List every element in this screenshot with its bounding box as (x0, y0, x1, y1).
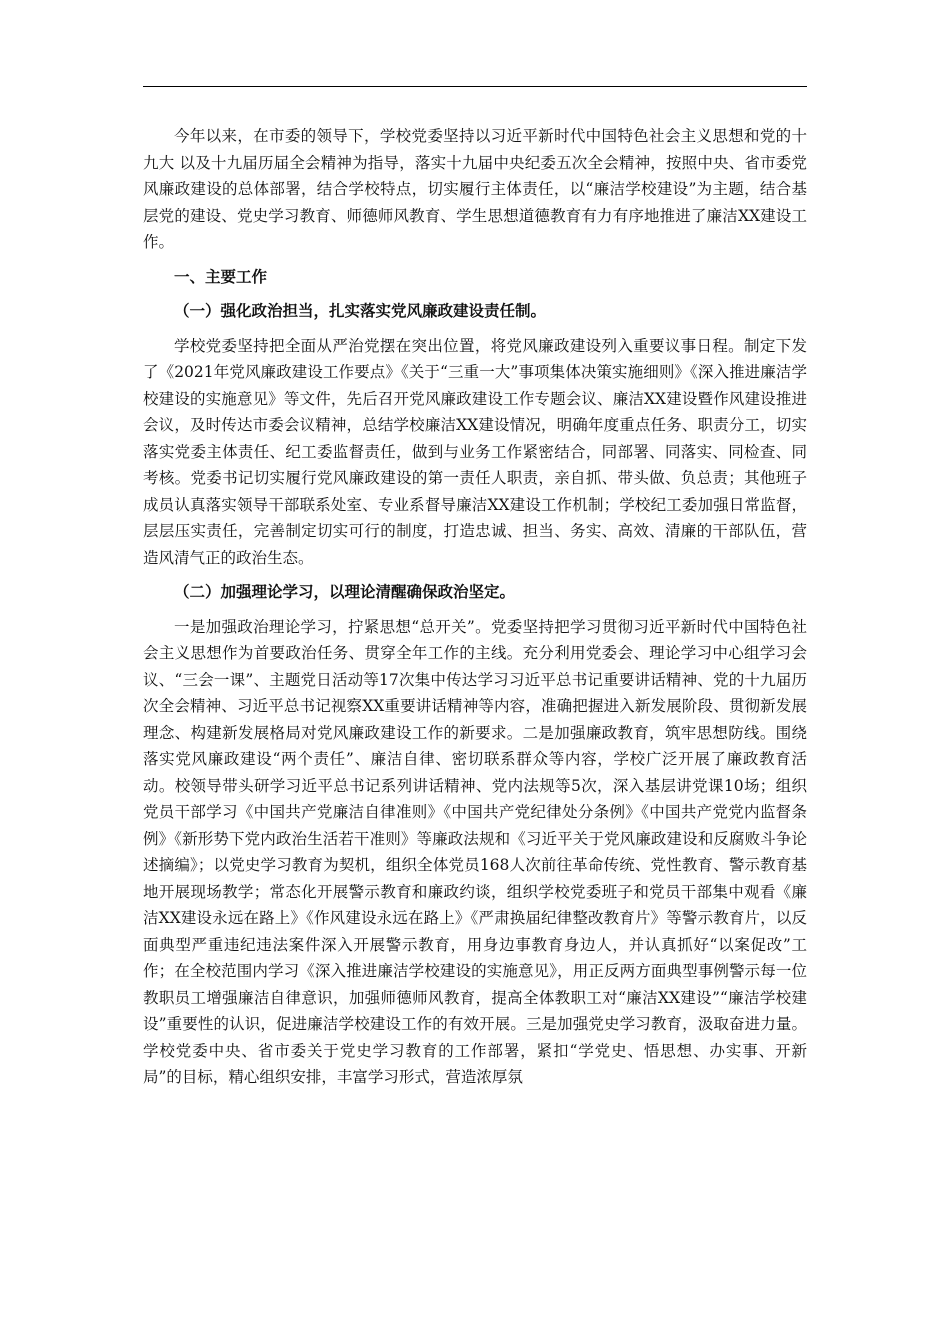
header-rule (143, 86, 807, 87)
intro-paragraph: 今年以来，在市委的领导下，学校党委坚持以习近平新时代中国特色社会主义思想和党的十九大 以及十九届历届全会精神为指导，落实十九届中央纪委五次全会精神，按照中央、省市委党风廉政建设的总体部署，结合学校特点，切实履行主体责任，以“廉洁学校建设”为主题，结合基层党的建设、党史学习教育、师德师风教育、学生思想道德教育有力有序地推进了廉洁XX建设工作。 (143, 127, 807, 251)
subsection-heading-1: （一）强化政治担当，扎实落实党风廉政建设责任制。 (174, 302, 547, 320)
subsection-2-paragraph: 一是加强政治理论学习，拧紧思想“总开关”。党委坚持把学习贯彻习近平新时代中国特色社会主义思想作为首要政治任务、贯穿全年工作的主线。充分利用党委会、理论学习中心组学习会议、“三会一课”、主题党日活动等17次集中传达学习习近平总书记重要讲话精神、党的十九届历次全会精神、习近平总书记视察XX重要讲话精神等内容，准确把握进入新发展阶段、贯彻新发展理念、构建新发展格局对党风廉政建设工作的新要求。二是加强廉政教育，筑牢思想防线。围绕落实党风廉政建设“两个责任”、廉洁自律、密切联系群众等内容，学校广泛开展了廉政教育活动。校领导带头研学习近平总书记系列讲话精神、党内法规等5次，深入基层讲党课10场；组织党员干部学习《中国共产党廉洁自律准则》《中国共产党纪律处分条例》《中国共产党党内监督条例》《新形势下党内政治生活若干准则》等廉政法规和《习近平关于党风廉政建设和反腐败斗争论述摘编》；以党史学习教育为契机，组织全体党员168人次前往革命传统、党性教育、警示教育基地开展现场教学；常态化开展警示教育和廉政约谈，组织学校党委班子和党员干部集中观看《廉洁XX建设永远在路上》《作风建设永远在路上》《严肃换届纪律整改教育片》等警示教育片，以反面典型严重违纪违法案件深入开展警示教育，用身边事教育身边人，并认真抓好“以案促改”工作；在全校范围内学习《深入推进廉洁学校建设的实施意见》，用正反两方面典型事例警示每一位教职员工增强廉洁自律意识，加强师德师风教育，提高全体教职工对“廉洁XX建设”“廉洁学校建设”重要性的认识，促进廉洁学校建设工作的有效开展。三是加强党史学习教育，汲取奋进力量。学校党委中央、省市委关于党史学习教育的工作部署，紧扣“学党史、悟思想、办实事、开新局”的目标，精心组织安排，丰富学习形式，营造浓厚氛 (143, 617, 807, 1086)
subsection-1-paragraph: 学校党委坚持把全面从严治党摆在突出位置，将党风廉政建设列入重要议事日程。制定下发了《2021年党风廉政建设工作要点》《关于“三重一大”事项集体决策实施细则》《深入推进廉洁学校建设的实施意见》等文件，先后召开党风廉政建设工作专题会议、廉洁XX建设暨作风建设推进会议，及时传达市委会议精神，总结学校廉洁XX建设情况，明确年度重点任务、职责分工，切实落实党委主体责任、纪工委监督责任，做到与业务工作紧密结合，同部署、同落实、同检查、同考核。党委书记切实履行党风廉政建设的第一责任人职责，亲自抓、带头做、负总责；其他班子成员认真落实领导干部联系处室、专业系督导廉洁XX建设工作机制；学校纪工委加强日常监督，层层压实责任，完善制定切实可行的制度，打造忠诚、担当、务实、高效、清廉的干部队伍，营造风清气正的政治生态。 (143, 336, 807, 567)
document-body (143, 123, 807, 1091)
subsection-heading-2: （二）加强理论学习，以理论清醒确保政治坚定。 (174, 583, 516, 601)
section-heading-main-work: 一、主要工作 (174, 267, 268, 286)
